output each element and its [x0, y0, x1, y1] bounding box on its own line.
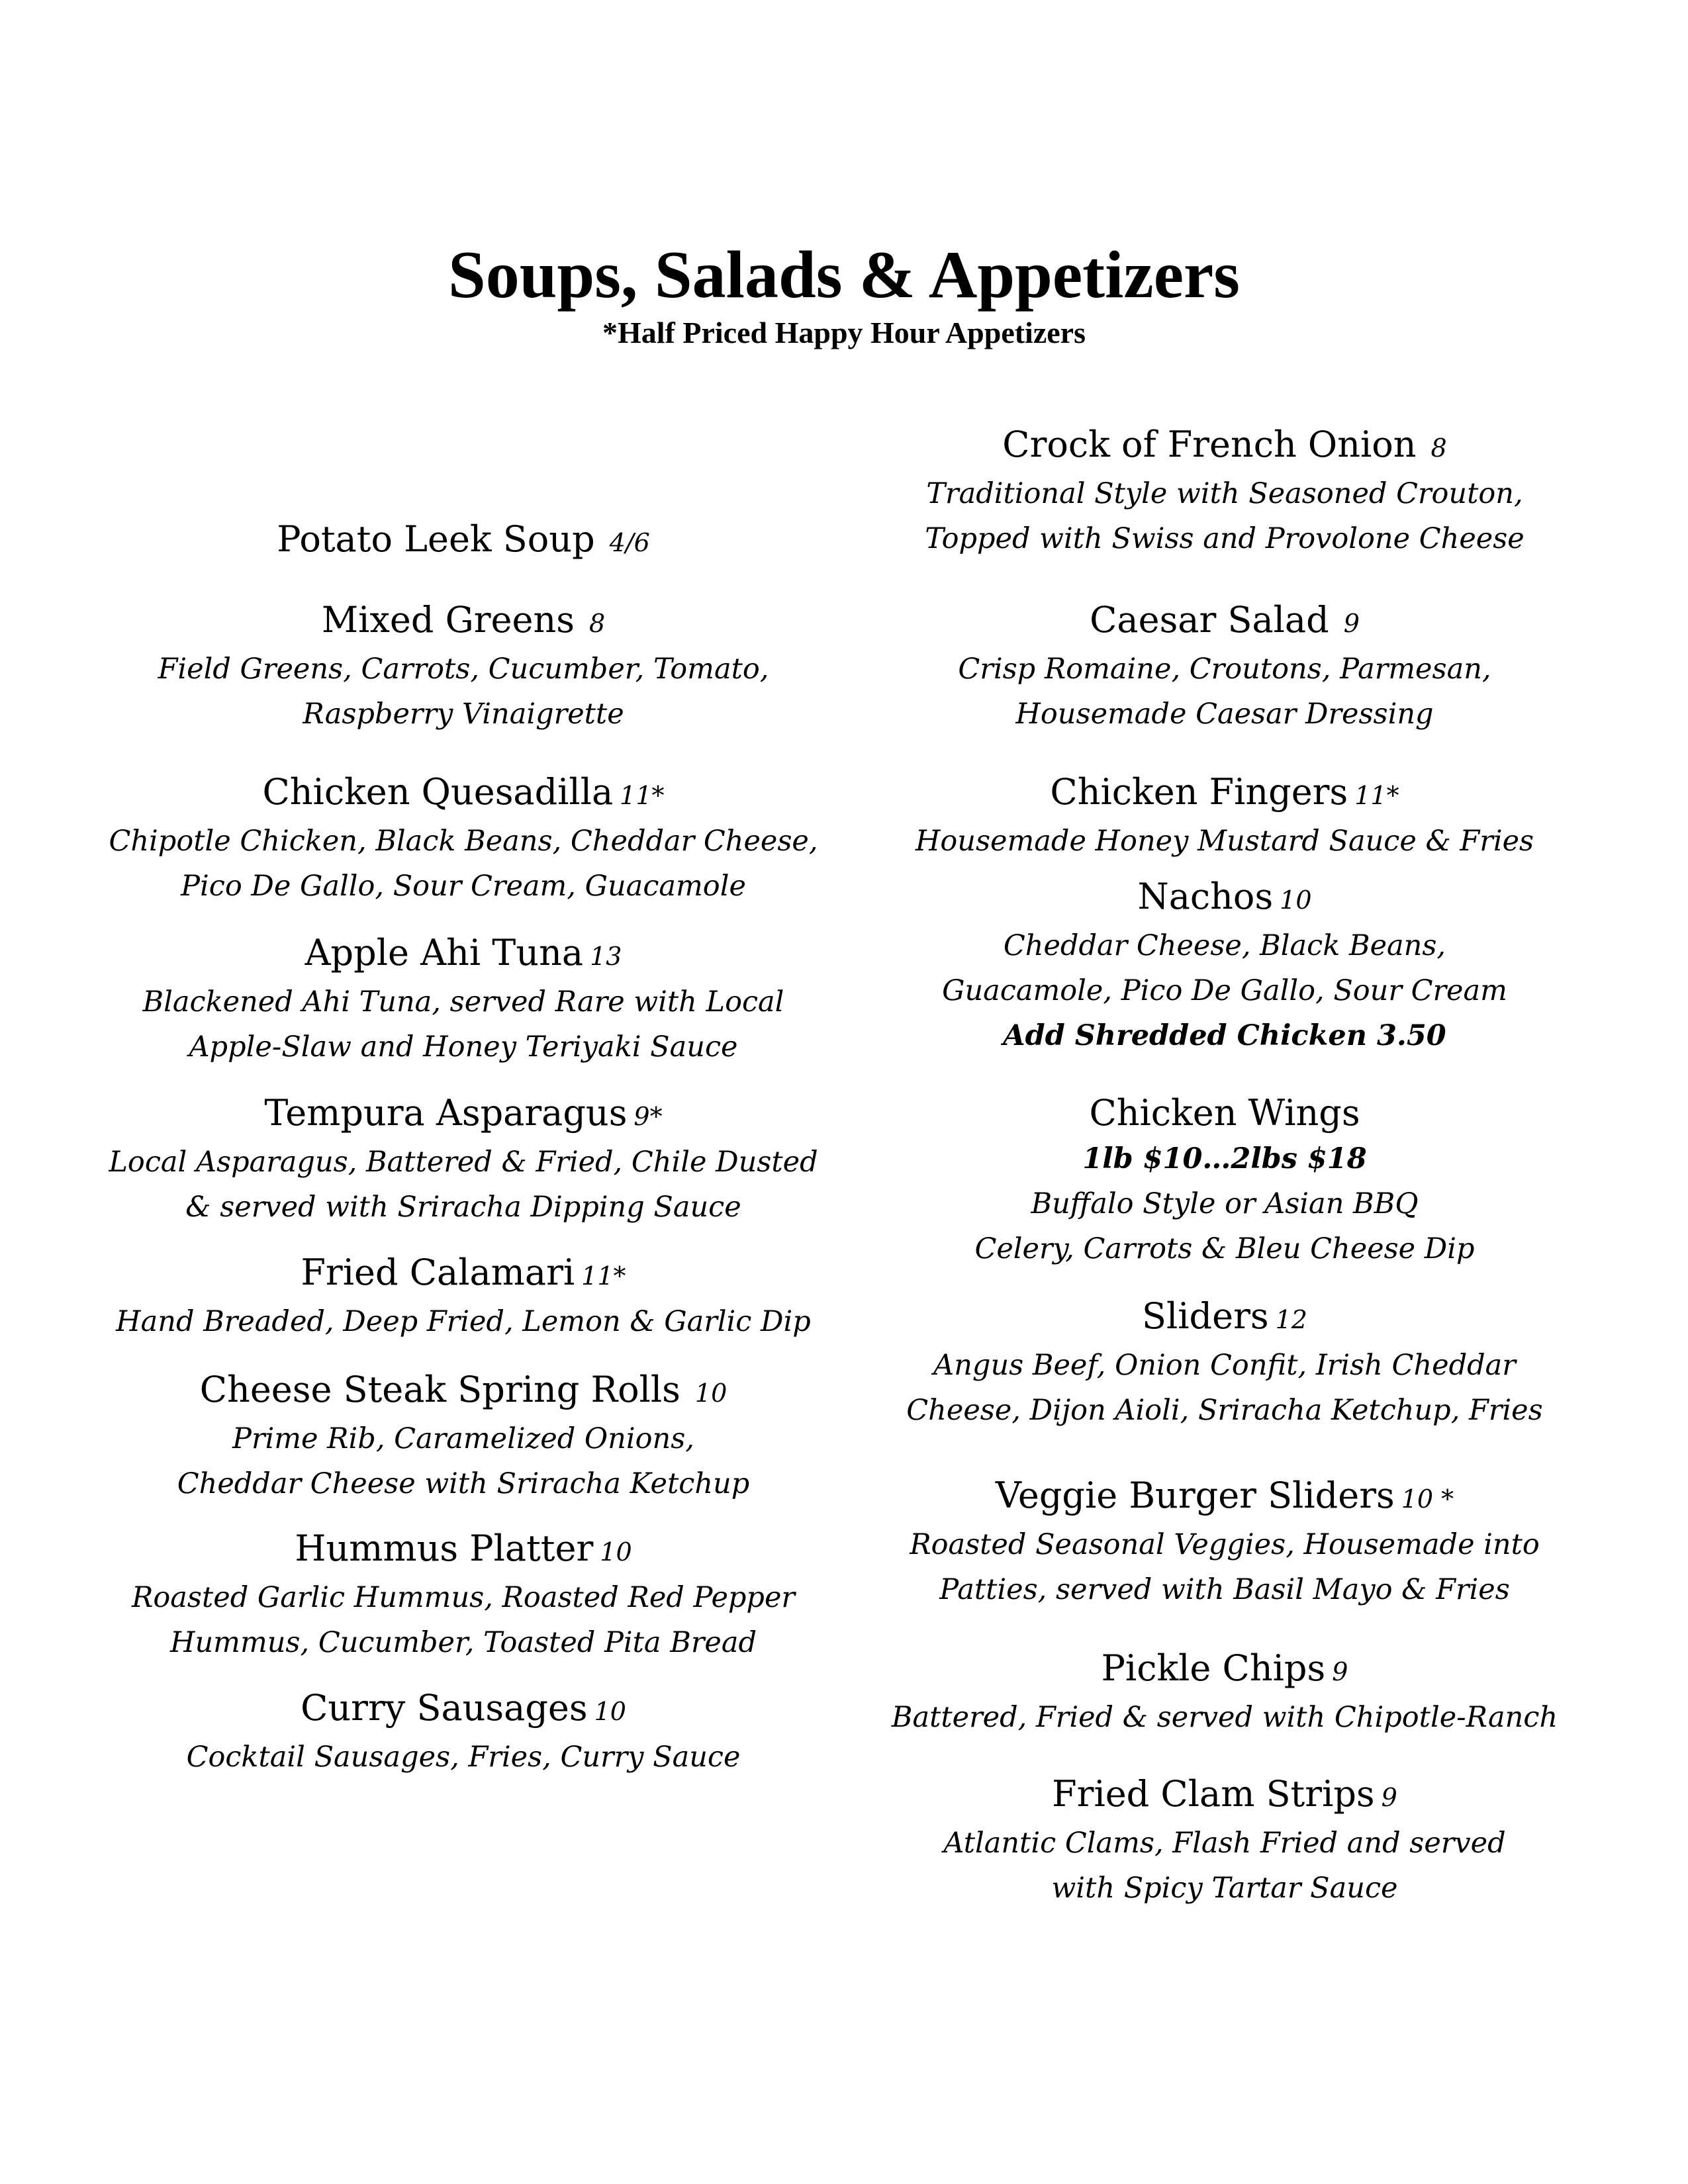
menu-item-potato-leek-soup	[83, 516, 844, 566]
item-price: 9	[1381, 1783, 1397, 1812]
item-description: Roasted Seasonal Veggies, Housemade into	[910, 1528, 1540, 1561]
item-description: Apple-Slaw and Honey Teriyaki Sauce	[189, 1030, 738, 1064]
item-description: Hand Breaded, Deep Fried, Lemon & Garlic Dip	[116, 1305, 811, 1338]
page-subtitle: *Half Priced Happy Hour Appetizers	[602, 316, 1086, 349]
item-price: 9	[1343, 609, 1360, 638]
menu-item-mixed-greens	[83, 597, 844, 737]
item-name: Hummus Platter	[295, 1527, 594, 1569]
item-pricing: 1lb $10…2lbs $18	[1082, 1142, 1367, 1175]
item-title	[83, 930, 844, 979]
menu-item-curry-sausages	[83, 1685, 844, 1780]
item-description: Housemade Caesar Dressing	[1015, 698, 1434, 731]
item-name: Veggie Burger Sliders	[995, 1475, 1395, 1516]
item-description: Atlantic Clams, Flash Fried and served	[943, 1827, 1506, 1860]
menu-item-nachos	[844, 874, 1605, 1058]
page-title: Soups, Salads & Appetizers	[448, 238, 1240, 312]
menu-item-crock-of-french-onion	[844, 422, 1605, 561]
item-title	[83, 1367, 844, 1416]
item-description: Field Greens, Carrots, Cucumber, Tomato,	[158, 653, 769, 686]
item-title	[844, 1771, 1605, 1821]
item-title	[83, 1685, 844, 1735]
item-title	[83, 769, 844, 819]
item-title	[844, 597, 1605, 647]
item-title	[844, 422, 1605, 471]
menu-item-chicken-wings	[844, 1090, 1605, 1271]
item-title	[844, 1090, 1605, 1136]
item-price: 10	[594, 1697, 626, 1726]
item-description: Housemade Honey Mustard Sauce & Fries	[915, 825, 1534, 858]
item-title	[844, 1473, 1605, 1522]
item-title	[844, 769, 1605, 819]
item-price: 8	[1430, 433, 1447, 463]
item-name: Crock of French Onion	[1002, 424, 1417, 465]
item-description: Crisp Romaine, Croutons, Parmesan,	[958, 653, 1491, 686]
item-description: Prime Rib, Caramelized Onions,	[232, 1422, 694, 1455]
item-description: Traditional Style with Seasoned Crouton,	[926, 477, 1523, 510]
item-price: 9*	[633, 1102, 663, 1131]
menu-item-pickle-chips	[844, 1645, 1605, 1740]
item-name: Chicken Wings	[1089, 1092, 1360, 1134]
item-price: 10 *	[1401, 1484, 1454, 1514]
item-title	[83, 1090, 844, 1140]
item-description: Chipotle Chicken, Black Beans, Cheddar Cheese,	[109, 825, 818, 858]
menu-item-caesar-salad	[844, 597, 1605, 737]
item-name: Fried Clam Strips	[1052, 1773, 1375, 1815]
item-name: Sliders	[1142, 1295, 1269, 1337]
item-price: 12	[1275, 1305, 1307, 1334]
item-name: Cheese Steak Spring Rolls	[199, 1369, 680, 1410]
item-description: Raspberry Vinaigrette	[303, 698, 624, 731]
item-name: Nachos	[1137, 876, 1274, 917]
item-description: with Spicy Tartar Sauce	[1051, 1872, 1398, 1905]
menu-item-tempura-asparagus	[83, 1090, 844, 1230]
item-title	[844, 1293, 1605, 1343]
menu-item-apple-ahi-tuna	[83, 930, 844, 1069]
item-description: Cocktail Sausages, Fries, Curry Sauce	[186, 1741, 741, 1774]
item-description: Topped with Swiss and Provolone Cheese	[925, 522, 1524, 555]
item-description: Patties, served with Basil Mayo & Fries	[939, 1573, 1510, 1606]
item-name: Chicken Quesadilla	[262, 771, 614, 813]
item-description: Cheese, Dijon Aioli, Sriracha Ketchup, Fries	[906, 1394, 1543, 1427]
menu-item-hummus-platter	[83, 1525, 844, 1665]
item-title	[83, 597, 844, 647]
menu-item-cheese-steak-spring-rolls	[83, 1367, 844, 1506]
item-description: Hummus, Cucumber, Toasted Pita Bread	[169, 1626, 757, 1659]
item-description: Battered, Fried & served with Chipotle-Ranch	[891, 1701, 1558, 1734]
item-name: Apple Ahi Tuna	[305, 932, 584, 974]
item-price: 8	[588, 609, 606, 638]
item-title	[83, 1250, 844, 1299]
item-name: Fried Calamari	[301, 1251, 575, 1293]
menu-item-chicken-fingers	[844, 769, 1605, 864]
item-description: Cheddar Cheese with Sriracha Ketchup	[177, 1467, 750, 1500]
item-description: Roasted Garlic Hummus, Roasted Red Pepper	[132, 1581, 795, 1614]
item-description: Celery, Carrots & Bleu Cheese Dip	[974, 1232, 1475, 1265]
item-name: Curry Sausages	[301, 1687, 588, 1729]
item-price: 11*	[581, 1261, 626, 1291]
item-price: 9	[1332, 1657, 1348, 1686]
menu-item-fried-clam-strips	[844, 1771, 1605, 1911]
item-name: Pickle Chips	[1101, 1647, 1326, 1689]
item-description: Blackened Ahi Tuna, served Rare with Local	[142, 985, 784, 1019]
menu-item-fried-calamari	[83, 1250, 844, 1344]
item-name: Potato Leek Soup	[277, 518, 595, 560]
item-price: 10	[1280, 886, 1312, 915]
menu-item-chicken-quesadilla	[83, 769, 844, 909]
item-description: Angus Beef, Onion Confit, Irish Cheddar	[933, 1349, 1516, 1382]
item-title	[83, 516, 844, 566]
menu-item-sliders	[844, 1293, 1605, 1433]
item-price: 13	[590, 942, 622, 971]
item-price: 11*	[1354, 781, 1399, 810]
item-price: 10	[694, 1379, 727, 1408]
item-description: Buffalo Style or Asian BBQ	[1031, 1187, 1419, 1220]
item-description: Pico De Gallo, Sour Cream, Guacamole	[181, 870, 746, 903]
item-description: Guacamole, Pico De Gallo, Sour Cream	[942, 974, 1507, 1007]
item-name: Caesar Salad	[1090, 599, 1329, 641]
item-name: Mixed Greens	[321, 599, 575, 641]
item-add-on: Add Shredded Chicken 3.50	[1003, 1019, 1446, 1052]
item-price: 10	[600, 1537, 632, 1567]
item-description: & served with Sriracha Dipping Sauce	[185, 1191, 741, 1224]
item-title	[83, 1525, 844, 1575]
item-title	[844, 1645, 1605, 1695]
item-name: Tempura Asparagus	[264, 1092, 628, 1134]
item-title	[844, 874, 1605, 923]
item-name: Chicken Fingers	[1050, 771, 1348, 813]
item-price: 4/6	[609, 528, 650, 557]
item-description: Cheddar Cheese, Black Beans,	[1003, 929, 1446, 962]
menu-item-veggie-burger-sliders	[844, 1473, 1605, 1612]
item-description: Local Asparagus, Battered & Fried, Chile Dusted	[109, 1146, 818, 1179]
item-price: 11*	[620, 781, 665, 810]
